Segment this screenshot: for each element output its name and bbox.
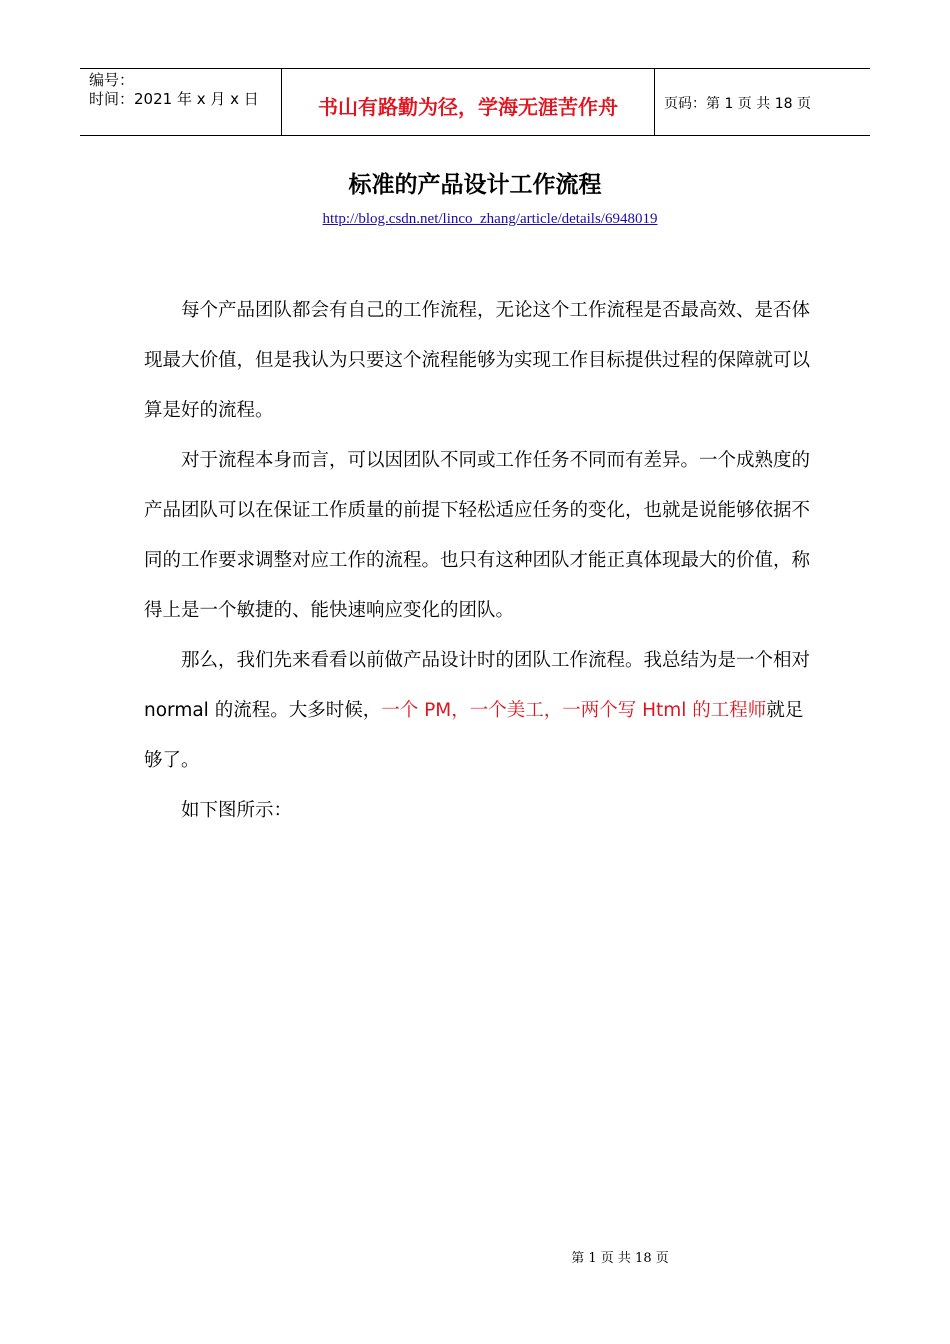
paragraph-3 — [144, 636, 810, 786]
paragraph-2: 对于流程本身而言，可以因团队不同或工作任务不同而有差异。一个成熟度的产品团队可以在保证工作质量的前提下轻松适应任务的变化，也就是说能够依据不同的工作要求调整对应工作的流程。也只有这种团队才能正真体现最大的价值，称得上是一个敏捷的、能快速响应变化的团队。 — [144, 450, 811, 621]
page-footer: 第 1 页 共 18 页 — [571, 1251, 669, 1266]
header-page-info: 页码：第 1 页 共 18 页 — [664, 96, 811, 112]
paragraph-3-end: 就足够了。 — [144, 700, 804, 771]
document-body — [144, 286, 810, 836]
document-date: 时间：2021 年 x 月 x 日 — [89, 90, 259, 108]
paragraph-4: 如下图所示： — [181, 800, 293, 821]
header-motto: 书山有路勤为径，学海无涯苦作舟 — [281, 69, 655, 135]
header-meta — [80, 69, 281, 135]
source-link[interactable]: http://blog.csdn.net/linco_zhang/article/details/6948019 — [322, 211, 658, 227]
paragraph-3-text: 那么，我们先来看看以前做产品设计时的团队工作流程。我总结为是一个相对 normal 的流程。大多时候， — [144, 650, 811, 721]
paragraph-3-highlight: 一个 PM，一个美工，一两个写 Html 的工程师 — [381, 700, 767, 721]
document-title: 标准的产品设计工作流程 — [348, 172, 602, 198]
document-number-label: 编号： — [89, 71, 135, 89]
paragraph-1: 每个产品团队都会有自己的工作流程，无论这个工作流程是否最高效、是否体现最大价值，但是我认为只要这个流程能够为实现工作目标提供过程的保障就可以算是好的流程。 — [144, 300, 811, 421]
page-header — [80, 68, 870, 136]
